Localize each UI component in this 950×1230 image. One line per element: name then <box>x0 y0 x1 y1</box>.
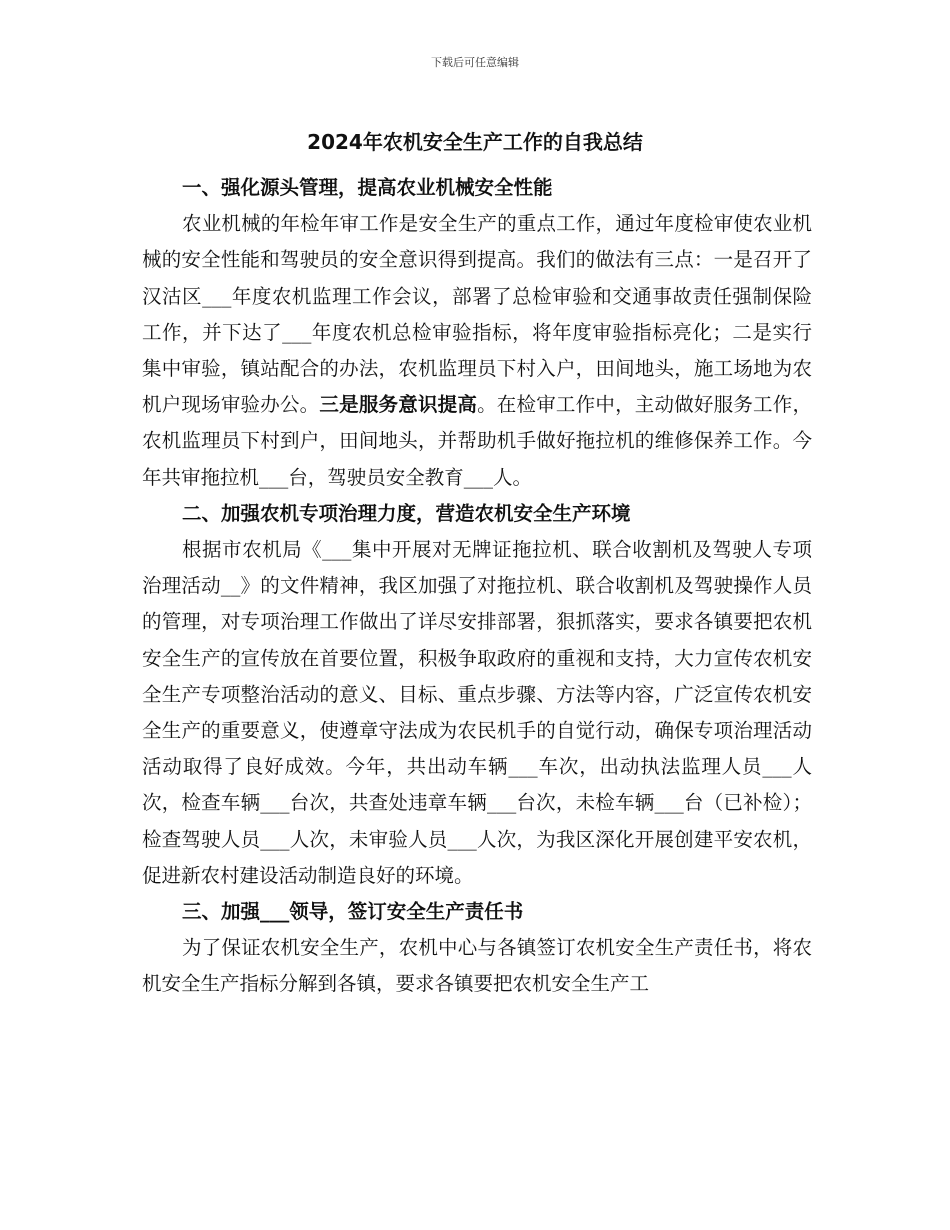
paragraph-bold-text: 三是服务意识提高 <box>319 393 478 417</box>
document-body <box>142 170 812 1003</box>
section-heading-3: 三、加强___领导，签订安全生产责任书 <box>182 900 524 924</box>
paragraph-text: 。在检审工作中，主动做好服务工作，农机监理员下村到户，田间地头，并帮助机手做好拖拉机的维修保养工作。今年共审拖拉机___台，驾驶员安全教育___人。 <box>142 393 812 489</box>
document-title: 2024年农机安全生产工作的自我总结 <box>307 130 643 154</box>
section-paragraph-1 <box>142 206 812 496</box>
section-heading-2: 二、加强农机专项治理力度，营造农机安全生产环境 <box>182 501 631 525</box>
section-paragraph-3: 为了保证农机安全生产，农机中心与各镇签订农机安全生产责任书，将农机安全生产指标分解到各镇，要求各镇要把农机安全生产工 <box>142 936 812 996</box>
section-paragraph-2: 根据市农机局《___集中开展对无牌证拖拉机、联合收割机及驾驶人专项治理活动__》的文件精神，我区加强了对拖拉机、联合收割机及驾驶操作人员的管理，对专项治理工作做出了详尽安排部署，狠抓落实，要求各镇要把农机安全生产的宣传放在首要位置，积极争取政府的重视和支持，大力宣传农机安全生产专项整治活动的意义、目标、重点步骤、方法等内容，广泛宣传农机安全生产的重要意义，使遵章守法成为农民机手的自觉行动，确保专项治理活动活动取得了良好成效。今年，共出动车辆___车次，出动执法监理人员___人次，检查车辆___台次，共查处违章车辆___台次，未检车辆___台（已补检）；检查驾驶人员___人次，未审验人员___人次，为我区深化开展创建平安农机，促进新农村建设活动制造良好的环境。 <box>142 538 812 887</box>
header-note: 下载后可任意编辑 <box>431 56 519 69</box>
paragraph-text: 农业机械的年检年审工作是安全生产的重点工作，通过年度检审使农业机械的安全性能和驾驶员的安全意识得到提高。我们的做法有三点：一是召开了汉沽区___年度农机监理工作会议，部署了总检审验和交通事故责任强制保险工作，并下达了___年度农机总检审验指标，将年度审验指标亮化；二是实行集中审验，镇站配合的办法，农机监理员下村入户，田间地头，施工场地为农机户现场审验办公。 <box>142 212 812 417</box>
section-heading-1: 一、强化源头管理，提高农业机械安全性能 <box>182 176 553 199</box>
